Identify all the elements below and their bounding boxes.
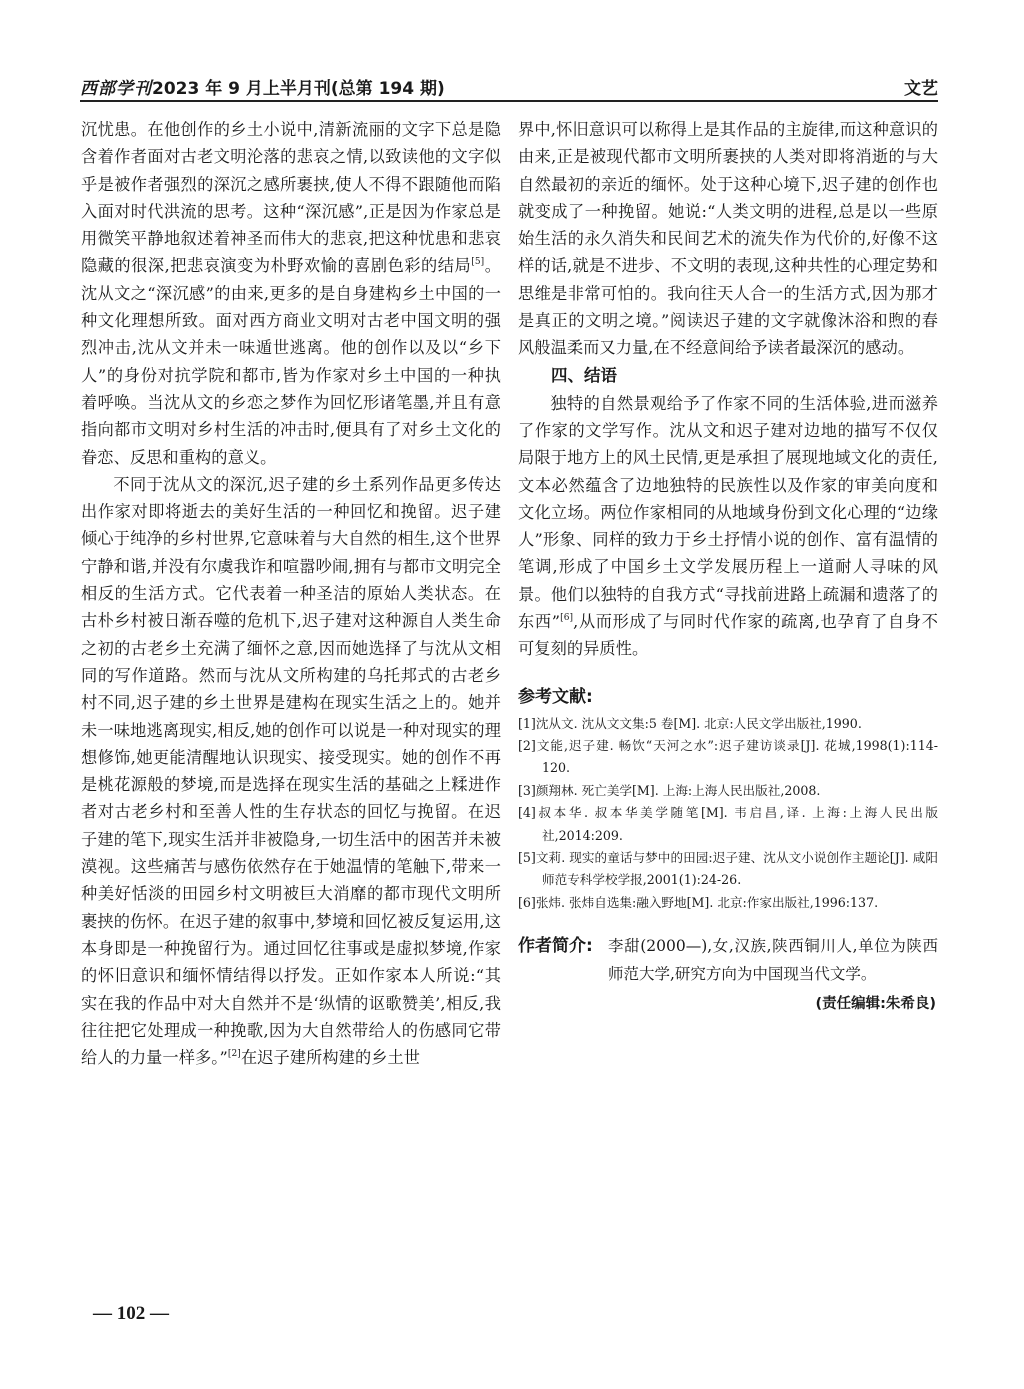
running-header (80, 72, 938, 102)
paragraph (81, 471, 501, 1072)
author-bio-text: 李甜(2000—),女,汉族,陕西铜川人,单位为陕西师范大学,研究方向为中国现当代文学。 (608, 937, 938, 984)
reference-item: [5]文莉. 现实的童话与梦中的田园:迟子建、沈从文小说创作主题论[J]. 咸阳师范专科学校学报,2001(1):24-26. (518, 850, 938, 888)
reference-item: [6]张炜. 张炜自选集:融入野地[M]. 北京:作家出版社,1996:137. (518, 894, 879, 910)
reference-item: [3]颜翔林. 死亡美学[M]. 上海:上海人民出版社,2008. (518, 782, 821, 798)
section-heading: 四、结语 (551, 365, 617, 385)
reference-item: [4]叔本华. 叔本华美学随笔[M]. 韦启昌,译. 上海:上海人民出版社,2014:209. (518, 805, 938, 843)
section-name: 文艺 (904, 79, 938, 99)
paragraph-text: ,从而形成了与同时代作家的疏离,也孕育了自身不可复刻的异质性。 (518, 612, 938, 659)
paragraph (81, 116, 501, 471)
paragraph-text: 独特的自然景观给予了作家不同的生活体验,进而滋养了作家的文学写作。沈从文和迟子建对边地的描写不仅仅局限于地方上的风土民情,更是承担了展现地域文化的责任,文本必然蕴含了边地独特的民族性以及作家的审美向度和文化立场。两位作家相同的从地域身份到文化心理的“边缘人”形象、同样的致力于乡土抒情小说的创作、富有温情的笔调,形成了中国乡土文学发展历程上一道耐人寻味的风景。他们以独特的自我方式“寻找前进路上疏漏和遗落了的东西” (518, 393, 938, 632)
page-number: — 102 — (93, 1303, 169, 1324)
author-bio (518, 932, 938, 988)
citation-ref: [6] (560, 613, 574, 624)
paragraph: 界中,怀旧意识可以称得上是其作品的主旋律,而这种意识的由来,正是被现代都市文明所裹挟的人类对即将消逝的与大自然最初的亲近的缅怀。处于这种心境下,迟子建的创作也就变成了一种挽留。她说:“人类文明的进程,总是以一些原始生活的永久消失和民间艺术的流失作为代价的,好像不这样的话,就是不进步、不文明的表现,这种共性的心理定势和思维是非常可怕的。我向往天人合一的生活方式,因为那才是真正的文明之境。”阅读迟子建的文字就像沐浴和煦的春风般温柔而又力量,在不经意间给予读者最深沉的感动。 (518, 120, 938, 358)
paragraph-text: 不同于沈从文的深沉,迟子建的乡土系列作品更多传达出作家对即将逝去的美好生活的一种回忆和挽留。迟子建倾心于纯净的乡村世界,它意味着与大自然的相生,这个世界宁静和谐,并没有尔虞我诈和喧嚣吵闹,拥有与都市文明完全相反的生活方式。它代表着一种圣洁的原始人类状态。在古朴乡村被日渐吞噬的危机下,迟子建对这种源自人类生命之初的古老乡土充满了缅怀之意,因而她选择了与沈从文相同的写作道路。然而与沈从文所构建的乌托邦式的古老乡村不同,迟子建的乡土世界是建构在现实生活之上的。她并未一味地逃离现实,相反,她的创作可以说是一种对现实的理想修饰,她更能清醒地认识现实、接受现实。她的创作不再是桃花源般的梦境,而是选择在现实生活的基础之上糅进作者对古老乡村和至善人性的生存状态的回忆与挽留。在迟子建的笔下,现实生活并非被隐身,一切生活中的困苦并未被漠视。这些痛苦与感伤依然存在于她温情的笔触下,带来一种美好恬淡的田园乡村文明被巨大消靡的都市现代文明所裹挟的伤怀。在迟子建的叙事中,梦境和回忆被反复运用,这本身即是一种挽留行为。通过回忆往事或是虚拟梦境,作家的怀旧意识和缅怀情结得以抒发。正如作家本人所说:“其实在我的作品中对大自然并不是‘纵情的讴歌赞美’,相反,我往往把它处理成一种挽歌,因为大自然带给人的伤感同它带给人的力量一样多。” (81, 474, 501, 1068)
reference-item: [1]沈从文. 沈从文文集:5 卷[M]. 北京:人民文学出版社,1990. (518, 715, 862, 731)
citation-ref: [5] (471, 257, 485, 268)
journal-title (80, 74, 445, 99)
references-list (518, 713, 938, 915)
left-column (81, 116, 501, 1071)
issue-info: 2023 年 9 月上半月刊(总第 194 期) (152, 79, 445, 99)
paragraph-text: 在迟子建所构建的乡土世 (240, 1048, 421, 1068)
reference-item: [2]文能,迟子建. 畅饮“天河之水”:迟子建访谈录[J]. 花城,1998(1):114-120. (518, 738, 938, 776)
paragraph-text: 沉忧患。在他创作的乡土小说中,清新流丽的文字下总是隐含着作者面对古老文明沦落的悲哀之情,以致读他的文字似乎是被作者强烈的深沉之感所裹挟,使人不得不跟随他而陷入面对时代洪流的思考。这种“深沉感”,正是因为作家总是用微笑平静地叙述着神圣而伟大的悲哀,把这种忧患和悲哀隐藏的很深,把悲哀演变为朴野欢愉的喜剧色彩的结局 (81, 120, 501, 276)
references-title: 参考文献: (518, 686, 593, 707)
responsible-editor: (责任编辑:朱希良) (815, 996, 936, 1013)
paragraph (518, 390, 938, 663)
paragraph-text: 。沈从文之“深沉感”的由来,更多的是自身建构乡土中国的一种文化理想所致。面对西方商业文明对古老中国文明的强烈冲击,沈从文并未一味遁世逃离。他的创作以及以“乡下人”的身份对抗学院和都市,皆为作家对乡土中国的一种执着呼唤。当沈从文的乡恋之梦作为回忆形诸笔墨,并且有意指向都市文明对乡村生活的冲击时,便具有了对乡土文化的眷恋、反思和重构的意义。 (81, 256, 502, 467)
journal-logo: 西部学刊 (80, 79, 152, 99)
right-column (518, 116, 938, 1013)
author-bio-label: 作者简介: (518, 936, 593, 957)
citation-ref: [2] (227, 1049, 241, 1060)
